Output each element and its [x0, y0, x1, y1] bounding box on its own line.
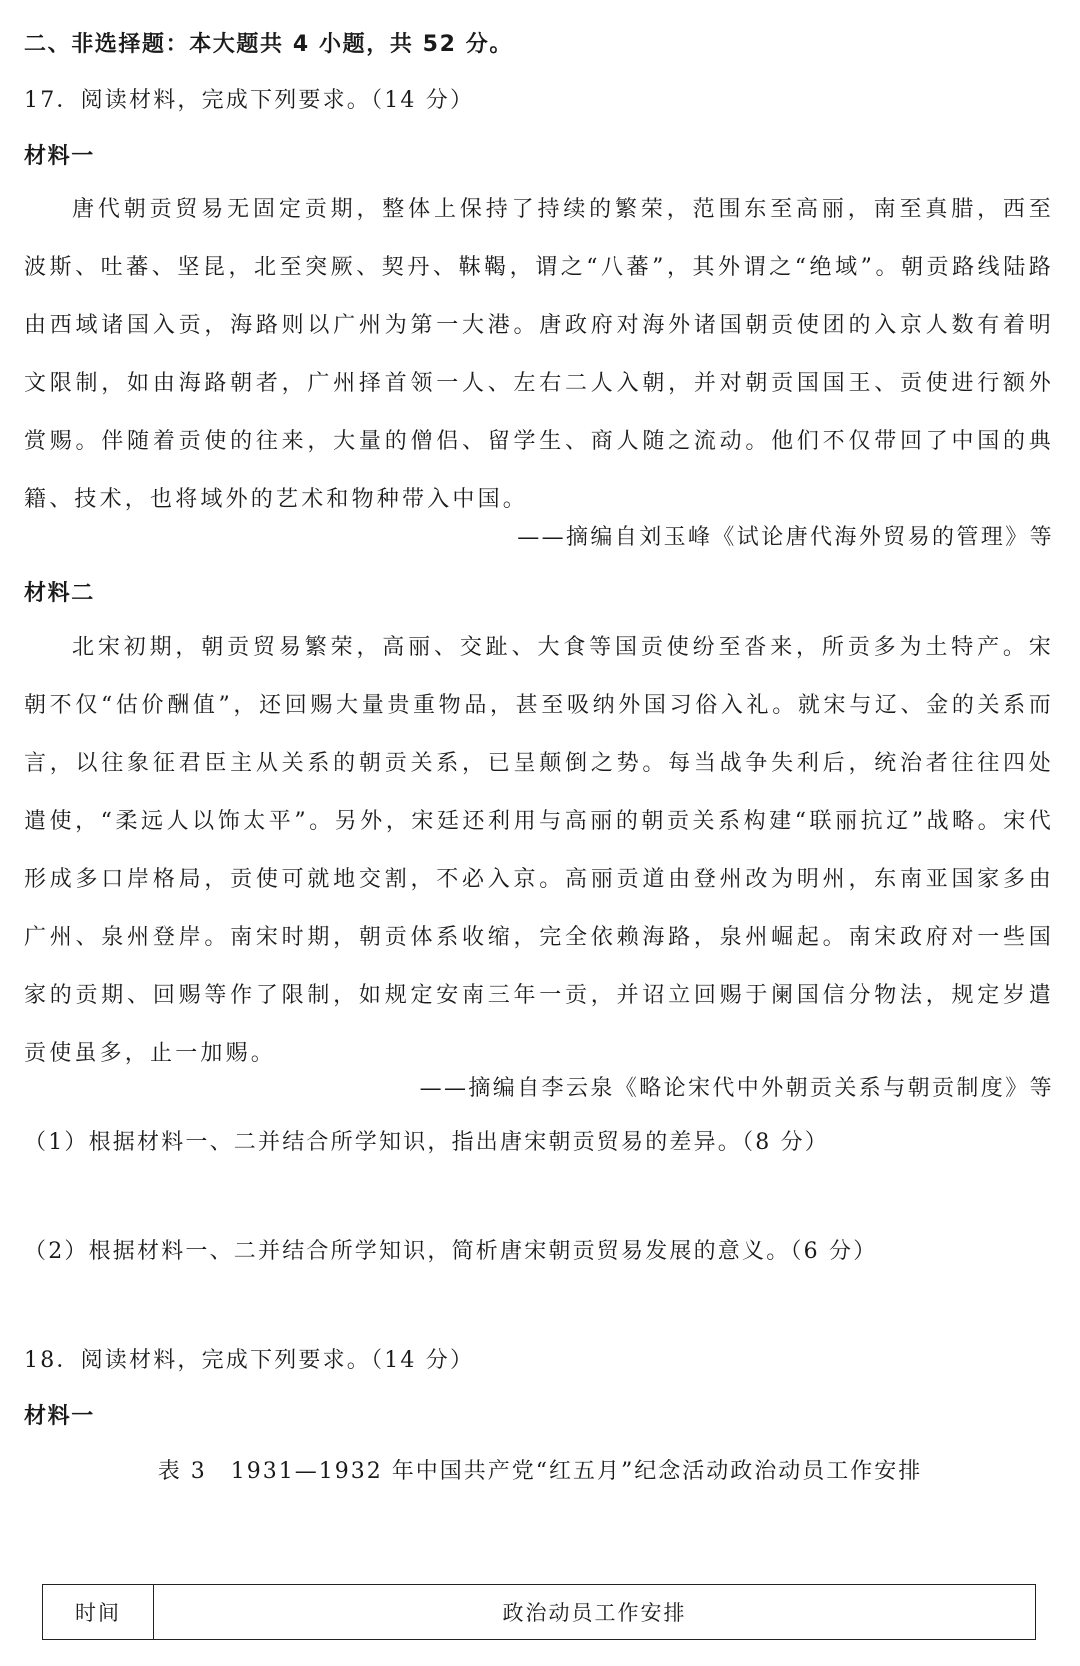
- q17-subquestion-1: （1）根据材料一、二并结合所学知识，指出唐宋朝贡贸易的差异。（8 分）: [24, 1130, 829, 1155]
- q18-material1-label: 材料一: [24, 1404, 95, 1429]
- section-heading: 二、非选择题：本大题共 4 小题，共 52 分。: [24, 32, 513, 57]
- table-header-row: [43, 1585, 1036, 1640]
- mobilization-table: [42, 1584, 1036, 1640]
- question-17-stem: 17．阅读材料，完成下列要求。（14 分）: [24, 88, 475, 113]
- q17-material1-source: ——摘编自刘玉峰《试论唐代海外贸易的管理》等: [517, 525, 1054, 550]
- q17-material2-text: 北宋初期，朝贡贸易繁荣，高丽、交趾、大食等国贡使纷至沓来，所贡多为土特产。宋朝不仅“估价酬值”，还回赐大量贵重物品，甚至吸纳外国习俗入礼。就宋与辽、金的关系而言，以往象征君臣主从关系的朝贡关系，已呈颠倒之势。每当战争失利后，统治者往往四处遣使，“柔远人以饰太平”。另外，宋廷还利用与高丽的朝贡关系构建“联丽抗辽”战略。宋代形成多口岸格局，贡使可就地交割，不必入京。高丽贡道由登州改为明州，东南亚国家多由广州、泉州登岸。南宋时期，朝贡体系收缩，完全依赖海路，泉州崛起。南宋政府对一些国家的贡期、回赐等作了限制，如规定安南三年一贡，并诏立回赐于阑国信分物法，规定岁遣贡使虽多，止一加赐。: [24, 635, 1054, 1066]
- table-header-arrangement: 政治动员工作安排: [154, 1585, 1036, 1640]
- question-18-stem: 18．阅读材料，完成下列要求。（14 分）: [24, 1348, 475, 1373]
- table-caption: 表 3 1931—1932 年中国共产党“红五月”纪念活动政治动员工作安排: [157, 1459, 923, 1484]
- q17-material1-label: 材料一: [24, 144, 95, 169]
- q17-material2-source: ——摘编自李云泉《略论宋代中外朝贡关系与朝贡制度》等: [419, 1076, 1054, 1101]
- q17-subquestion-2: （2）根据材料一、二并结合所学知识，简析唐宋朝贡贸易发展的意义。（6 分）: [24, 1239, 878, 1264]
- q17-material2-label: 材料二: [24, 581, 95, 606]
- table-header-time: 时间: [43, 1585, 154, 1640]
- q17-material1-text: 唐代朝贡贸易无固定贡期，整体上保持了持续的繁荣，范围东至高丽，南至真腊，西至波斯、吐蕃、坚昆，北至突厥、契丹、靺鞨，谓之“八蕃”，其外谓之“绝域”。朝贡路线陆路由西域诸国入贡，海路则以广州为第一大港。唐政府对海外诸国朝贡使团的入京人数有着明文限制，如由海路朝者，广州择首领一人、左右二人入朝，并对朝贡国国王、贡使进行额外赏赐。伴随着贡使的往来，大量的僧侣、留学生、商人随之流动。他们不仅带回了中国的典籍、技术，也将域外的艺术和物种带入中国。: [24, 197, 1054, 512]
